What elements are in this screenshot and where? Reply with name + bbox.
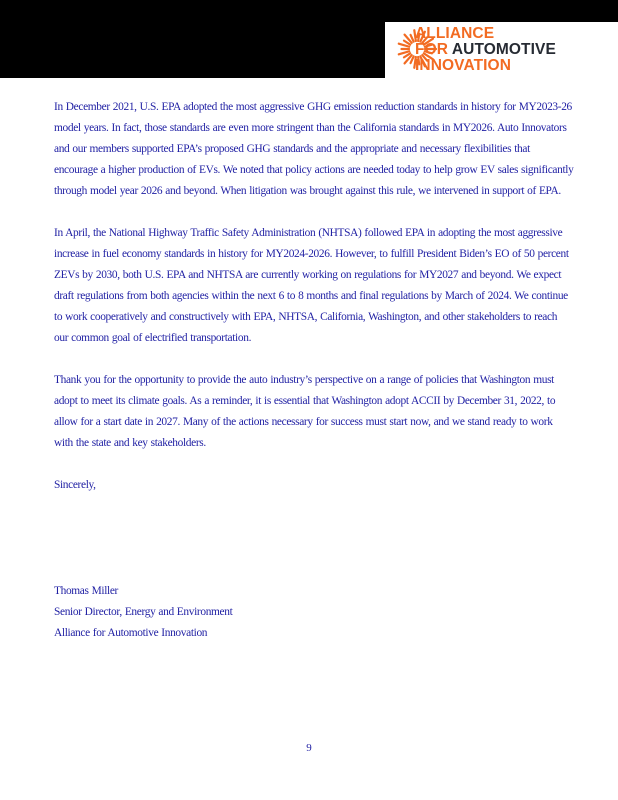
signer-title: Senior Director, Energy and Environment <box>54 606 233 618</box>
signer-organization: Alliance for Automotive Innovation <box>54 627 208 639</box>
signature-block <box>54 581 574 644</box>
logo-wordmark <box>415 26 556 74</box>
logo-line-2-suffix: AUTOMOTIVE <box>451 41 556 58</box>
logo-line-1: ALLIANCE <box>415 25 495 42</box>
paragraph-2: In April, the National Highway Traffic Safety Administration (NHTSA) followed EPA in adopting the most aggressive increase in fuel economy standards in history for MY2024-2026. However, to fulfill President Biden’s EO of 50 percent ZEVs by 2030, both U.S. EPA and NHTSA are currently working on regulations for MY2027 and beyond. We expect draft regulations from both agencies within the next 6 to 8 months and final regulations by March of 2024. We continue to work cooperatively and constructively with EPA, NHTSA, California, Washington, and other stakeholders to reach our common goal of electrified transportation. <box>54 227 569 344</box>
logo-line-2 <box>415 42 556 58</box>
logo <box>385 22 618 78</box>
paragraph-3: Thank you for the opportunity to provide the auto industry’s perspective on a range of policies that Washington must adopt to meet its climate goals. As a reminder, it is essential that Washington adopt ACCII by December 31, 2022, to allow for a start date in 2027. Many of the actions necessary for success must start now, and we stand ready to work with the state and key stakeholders. <box>54 374 556 449</box>
logo-line-2-prefix: FOR <box>415 41 452 58</box>
paragraph-1: In December 2021, U.S. EPA adopted the most aggressive GHG emission reduction standards in history for MY2023-26 model years. In fact, those standards are even more stringent than the California standards in MY2026. Auto Innovators and our members supported EPA’s proposed GHG standards and the appropriate and necessary flexibilities that encourage a higher production of EVs. We noted that policy actions are needed today to help grow EV sales significantly through model year 2026 and beyond. When litigation was brought against this rule, we intervened in support of EPA. <box>54 101 574 197</box>
closing: Sincerely, <box>54 479 96 491</box>
signer-name: Thomas Miller <box>54 585 118 597</box>
page-number: 9 <box>306 742 312 754</box>
letter-body <box>54 97 574 644</box>
logo-line-3: INNOVATION <box>415 57 512 74</box>
